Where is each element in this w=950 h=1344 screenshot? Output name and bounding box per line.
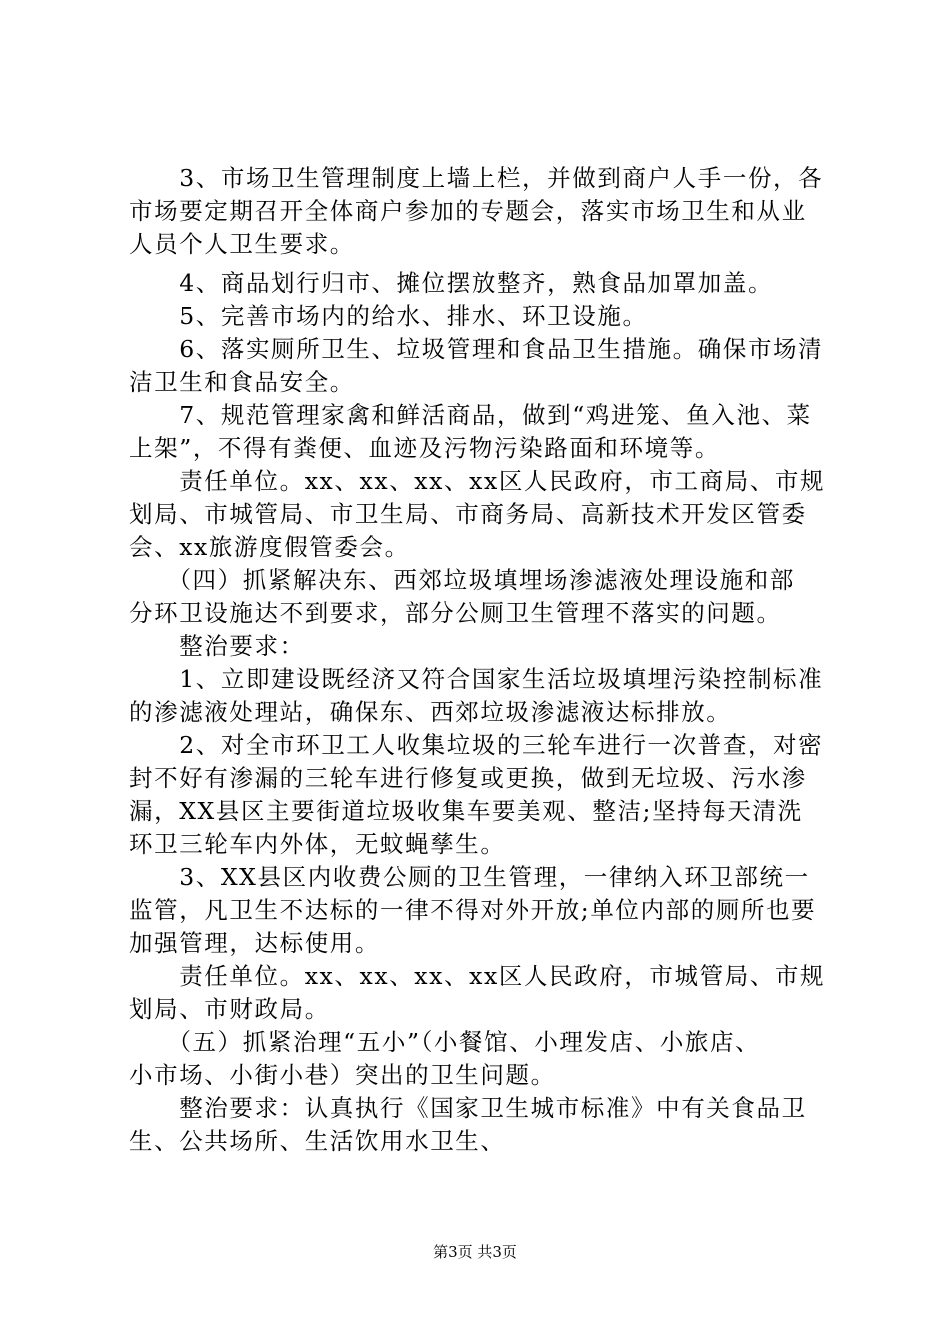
text-line: 分环卫设施达不到要求，部分公厕卫生管理不落实的问题。 — [129, 599, 782, 627]
text-line: 环卫三轮车内外体，无蚊蝇孳生。 — [129, 830, 506, 858]
text-line: 划局、市财政局。 — [129, 995, 330, 1023]
text-line: 生、公共场所、生活饮用水卫生、 — [129, 1127, 506, 1155]
text-line: 洁卫生和食品安全。 — [129, 368, 355, 396]
text-line: （四）抓紧解决东、西郊垃圾填埋场渗滤液处理设施和部 — [129, 566, 795, 594]
text-line: 加强管理，达标使用。 — [129, 929, 380, 957]
text-line: 会、xx旅游度假管委会。 — [129, 533, 410, 561]
text-line: 责任单位。xx、xx、xx、xx区人民政府，市城管局、市规 — [129, 962, 826, 990]
text-line: 小市场、小街小巷）突出的卫生问题。 — [129, 1061, 556, 1089]
text-line: 整治要求： — [129, 632, 305, 660]
text-line: 的渗滤液处理站，确保东、西郊垃圾渗滤液达标排放。 — [129, 698, 732, 726]
text-line: 监管，凡卫生不达标的一律不得对外开放;单位内部的厕所也要 — [129, 896, 817, 924]
text-line: 漏，XX县区主要街道垃圾收集车要美观、整洁;坚持每天清洗 — [129, 797, 803, 825]
text-line: 封不好有渗漏的三轮车进行修复或更换，做到无垃圾、污水渗 — [129, 764, 807, 792]
text-line: 5、完善市场内的给水、排水、环卫设施。 — [129, 302, 648, 330]
text-line: 划局、市城管局、市卫生局、市商务局、高新技术开发区管委 — [129, 500, 807, 528]
text-line: 2、对全市环卫工人收集垃圾的三轮车进行一次普查，对密 — [129, 731, 824, 759]
text-line: 7、规范管理家禽和鲜活商品，做到“鸡进笼、鱼入池、菜 — [129, 401, 812, 429]
text-line: 6、落实厕所卫生、垃圾管理和食品卫生措施。确保市场清 — [129, 335, 824, 363]
text-line: （五）抓紧治理“五小”（小餐馆、小理发店、小旅店、 — [129, 1028, 761, 1056]
text-line: 3、市场卫生管理制度上墙上栏，并做到商户人手一份，各 — [129, 164, 824, 192]
text-line: 责任单位。xx、xx、xx、xx区人民政府，市工商局、市规 — [129, 467, 826, 495]
text-line: 上架”，不得有粪便、血迹及污物污染路面和环境等。 — [129, 434, 720, 462]
text-line: 1、立即建设既经济又符合国家生活垃圾填埋污染控制标准 — [129, 665, 824, 693]
text-line: 整治要求：认真执行《国家卫生城市标准》中有关食品卫 — [129, 1094, 807, 1122]
text-line: 人员个人卫生要求。 — [129, 230, 355, 258]
text-line: 市场要定期召开全体商户参加的专题会，落实市场卫生和从业 — [129, 197, 807, 225]
page-footer: 第3页 共3页 — [433, 1243, 517, 1261]
text-line: 3、XX县区内收费公厕的卫生管理，一律纳入环卫部统一 — [129, 863, 810, 891]
text-line: 4、商品划行归市、摊位摆放整齐，熟食品加罩加盖。 — [129, 269, 774, 297]
